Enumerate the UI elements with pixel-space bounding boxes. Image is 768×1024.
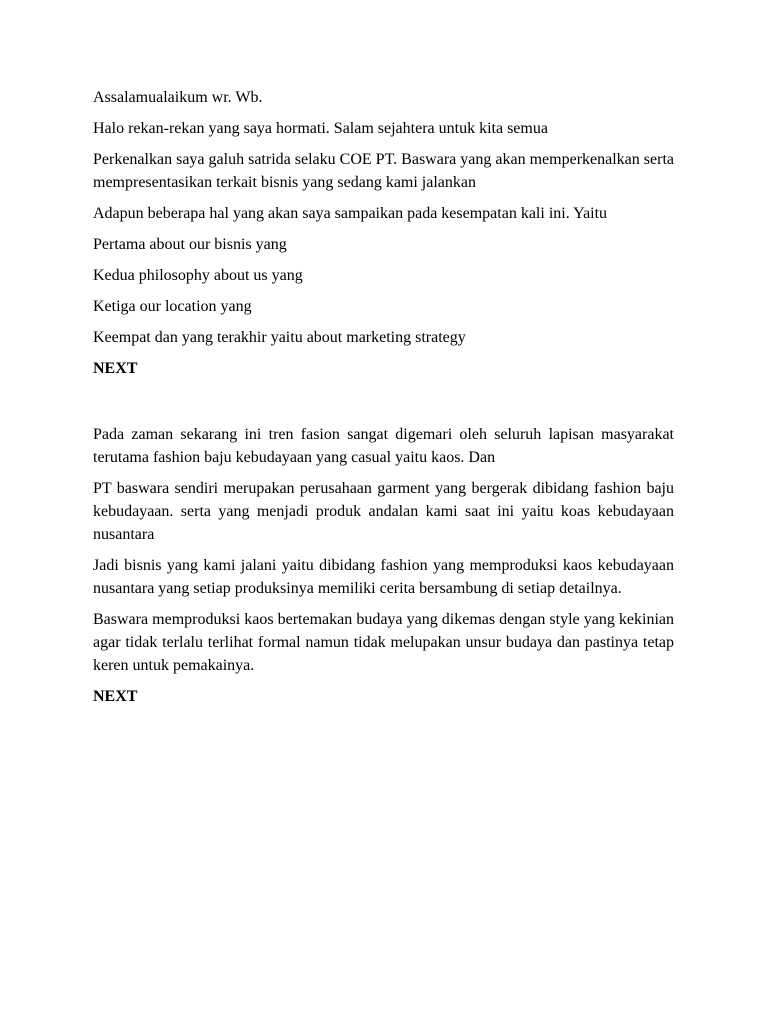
agenda-item-fourth: Keempat dan yang terakhir yaitu about marketing strategy (93, 329, 466, 346)
product-paragraph: Baswara memproduksi kaos bertemakan budaya yang dikemas dengan style yang kekinian agar tidak terlalu terlihat formal namun tidak melupakan unsur budaya dan pastinya tetap keren untuk pemakainya. (93, 611, 674, 674)
business-paragraph: Jadi bisnis yang kami jalani yaitu dibidang fashion yang memproduksi kaos kebudayaan nusantara yang setiap produksinya memiliki cerita bersambung di setiap detailnya. (93, 557, 674, 597)
next-marker: NEXT (93, 688, 138, 705)
company-paragraph: PT baswara sendiri merupakan perusahaan garment yang bergerak dibidang fashion baju kebudayaan. serta yang menjadi produk andalan kami saat ini yaitu koas kebudayaan nusantara (93, 480, 674, 543)
agenda-item-third: Ketiga our location yang (93, 298, 252, 315)
greeting-paragraph: Assalamualaikum wr. Wb. (93, 89, 263, 106)
introduction-paragraph: Perkenalkan saya galuh satrida selaku COE PT. Baswara yang akan memperkenalkan serta mempresentasikan terkait bisnis yang sedang kami jalankan (93, 151, 674, 191)
agenda-item-second: Kedua philosophy about us yang (93, 267, 303, 284)
salutation-paragraph: Halo rekan-rekan yang saya hormati. Salam sejahtera untuk kita semua (93, 120, 548, 137)
section-business (93, 423, 674, 708)
agenda-intro-paragraph: Adapun beberapa hal yang akan saya sampaikan pada kesempatan kali ini. Yaitu (93, 205, 608, 222)
trend-paragraph: Pada zaman sekarang ini tren fasion sangat digemari oleh seluruh lapisan masyarakat terutama fashion baju kebudayaan yang casual yaitu kaos. Dan (93, 426, 674, 466)
section-intro (93, 86, 674, 380)
section-spacer (93, 380, 674, 423)
next-marker: NEXT (93, 360, 138, 377)
document-page (93, 86, 674, 708)
agenda-item-first: Pertama about our bisnis yang (93, 236, 287, 253)
